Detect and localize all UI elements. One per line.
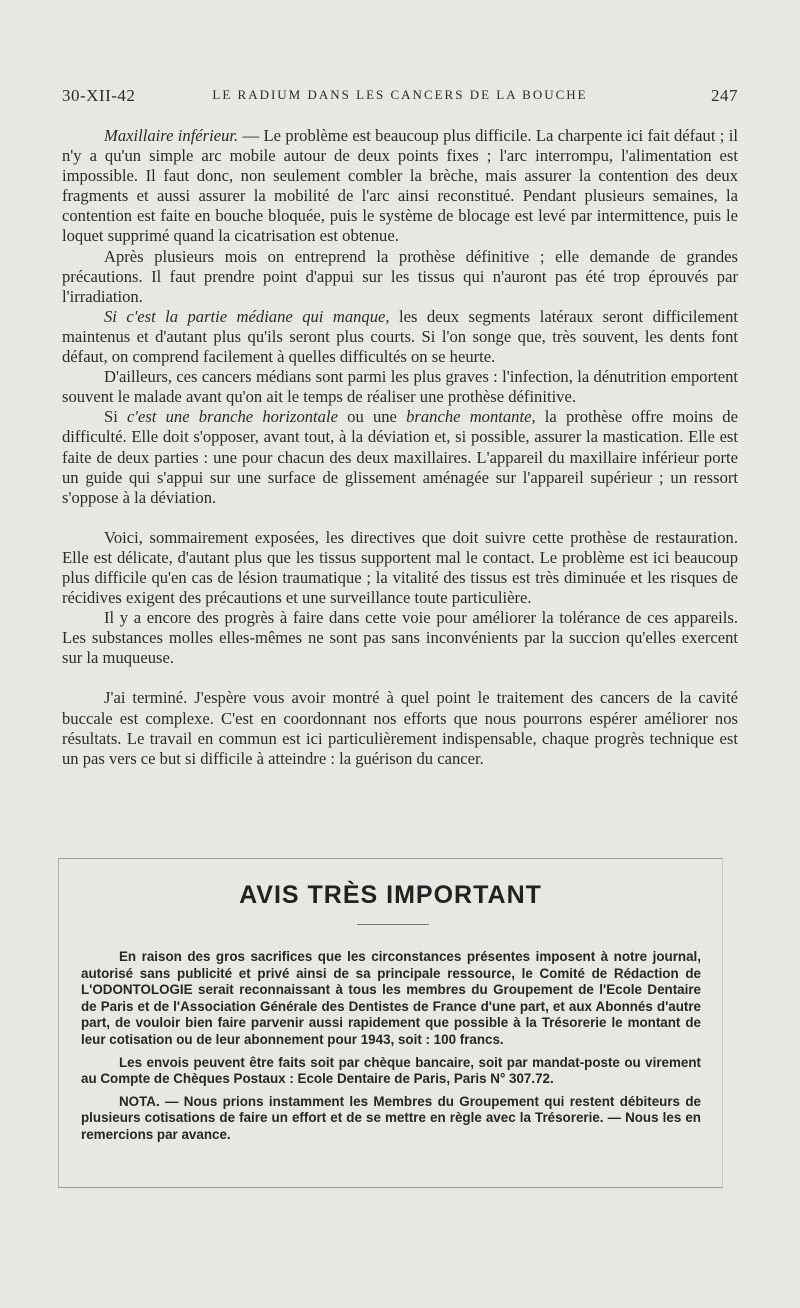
italic-phrase: Si c'est la partie médiane qui manque, (104, 306, 390, 326)
paragraph-text: ou une (337, 407, 407, 427)
title-divider (357, 924, 429, 925)
italic-phrase: branche montante, (406, 407, 536, 427)
important-notice-box (58, 858, 723, 1188)
paragraph: Voici, sommairement exposées, les directives que doit suivre cette prothèse de restauration. Elle est délicate, d'autant plus que les tissus supportent mal le contact. Le problème est ici beaucoup plus difficile qu'en cas de lésion traumatique ; la vitalité des tissus est très diminuée et les risques de récidives exigent des précautions et une surveillance toute particulière. (62, 527, 738, 608)
paragraph-text: la prothèse offre moins de difficulté. Elle doit s'opposer, avant tout, à la déviation et, si possible, assurer la mastication. Elle est faite de deux parties : une pour chacun des deux maxillaires. L'appareil du maxillaire inférieur porte un guide qui s'appui sur une surface de glissement aménagée sur l'appareil supérieur ; un ressort s'oppose à la déviation. (62, 407, 738, 507)
section-heading: Maxillaire inférieur. (104, 126, 239, 145)
paragraph: Après plusieurs mois on entreprend la prothèse définitive ; elle demande de grandes précautions. Il faut prendre point d'appui sur les tissus qui n'auront pas été trop éprouvés par l'irradiation. (62, 246, 738, 306)
notice-body (81, 949, 701, 1150)
notice-paragraph: NOTA. — Nous prions instamment les Membres du Groupement qui restent débiteurs de plusieurs cotisations de faire un effort et de se mettre en règle avec la Trésorerie. — Nous les en remercions par avance. (81, 1093, 701, 1142)
paragraph (62, 407, 738, 507)
header-title: LE RADIUM DANS LES CANCERS DE LA BOUCHE (212, 87, 588, 102)
paragraph: D'ailleurs, ces cancers médians sont parmi les plus graves : l'infection, la dénutrition emportent souvent le malade avant qu'on ait le temps de réaliser une prothèse définitive. (62, 367, 738, 407)
paragraph-text: les deux segments latéraux seront difficilement maintenus et d'autant plus qu'ils seront plus courts. Si l'on songe que, très souvent, les dents font défaut, on comprend facilement à quelles difficultés on se heurte. (62, 306, 738, 367)
notice-paragraph: Les envois peuvent être faits soit par chèque bancaire, soit par mandat-poste ou virement au Compte de Chèques Postaux : Ecole Dentaire de Paris, Paris N° 307.72. (81, 1054, 701, 1087)
header-date: 30-XII-42 (62, 86, 136, 105)
paragraph (62, 126, 738, 247)
article-body (62, 126, 738, 769)
paragraph-text: — Le problème est beaucoup plus difficile. La charpente ici fait défaut ; il n'y a qu'un simple arc mobile autour de deux points fixes ; l'arc interrompu, l'alimentation est impossible. Il faut donc, non seulement combler la brèche, mais assurer la contention des deux fragments et aussi assurer la mobilité de l'arc ainsi reconstitué. Pendant plusieurs semaines, la contention est faite en bouche bloquée, puis le système de blocage est levé par intermittence, puis le loquet supprimé quand la cicatrisation est obtenue. (62, 126, 738, 246)
italic-phrase: c'est une branche horizontale (127, 407, 338, 427)
notice-title: AVIS TRÈS IMPORTANT (239, 881, 542, 909)
paragraph: J'ai terminé. J'espère vous avoir montré à quel point le traitement des cancers de la cavité buccale est complexe. C'est en coordonnant nos efforts que nous pourrons espérer améliorer nos résultats. Le travail en commun est ici particulièrement indispensable, chaque progrès technique est un pas vers ce but si difficile à atteindre : la guérison du cancer. (62, 688, 738, 768)
page-number: 247 (711, 86, 738, 105)
paragraph (62, 307, 738, 367)
running-header (62, 86, 738, 110)
paragraph-text: Si (104, 407, 128, 427)
notice-paragraph: En raison des gros sacrifices que les circonstances présentes imposent à notre journal, autorisé sans publicité et privé ainsi de sa principale ressource, le Comité de Rédaction de L'ODONTOLOGIE serait reconnaissant à tous les membres du Groupement de l'Ecole Dentaire de Paris et de l'Association Générale des Dentistes de France d'une part, et aux Abonnés d'autre part, de vouloir bien faire parvenir aussi rapidement que possible à la Trésorerie le montant de leur cotisation ou de leur abonnement pour 1943, soit : 100 francs. (81, 949, 701, 1047)
paragraph: Il y a encore des progrès à faire dans cette voie pour améliorer la tolérance de ces appareils. Les substances molles elles-mêmes ne sont pas sans inconvénients par la succion qu'elles exercent sur la muqueuse. (62, 608, 738, 668)
